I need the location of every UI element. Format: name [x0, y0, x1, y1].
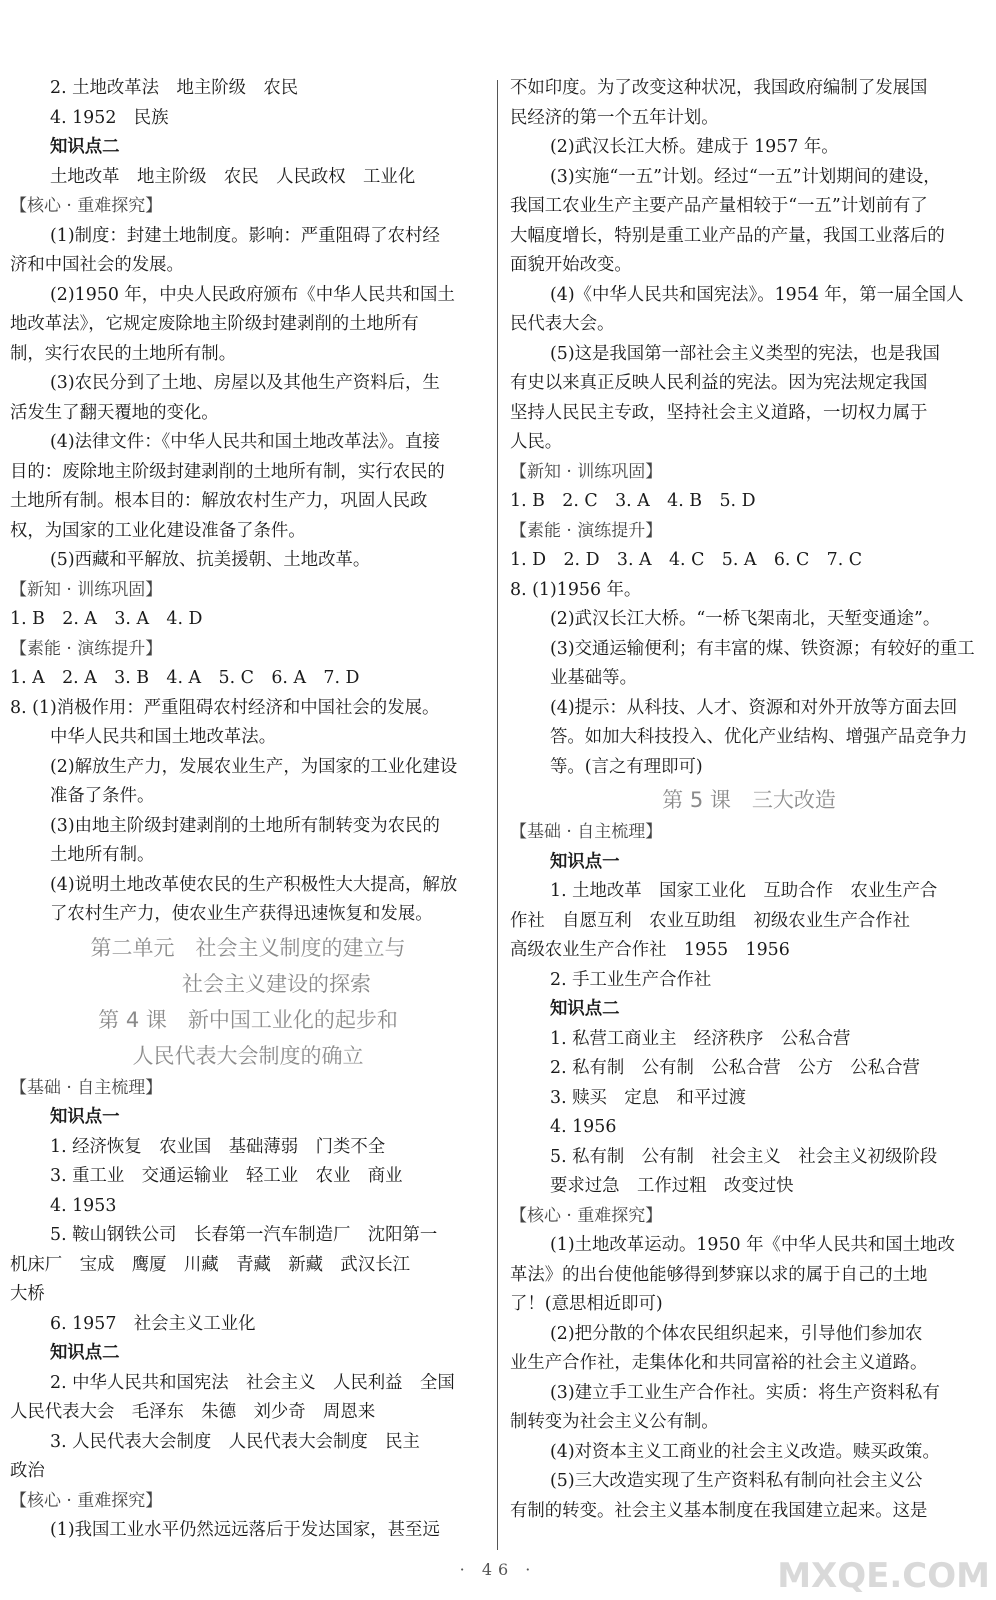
text-line: 民代表大会。 — [510, 314, 615, 334]
text-line: 1. B 2. A 3. A 4. D — [10, 609, 203, 629]
text-line: 活发生了翻天覆地的变化。 — [10, 402, 219, 423]
text-line: 1. B 2. C 3. A 4. B 5. D — [510, 491, 756, 511]
text-line: 民经济的第一个五年计划。 — [510, 107, 719, 128]
text-line: 人民。 — [510, 432, 563, 452]
text-line: 土地所有制。 — [50, 845, 155, 865]
text-line: (5)这是我国第一部社会主义类型的宪法，也是我国 — [550, 343, 940, 364]
text-line: 制，实行农民的土地所有制。 — [10, 343, 237, 364]
text-line: 制转变为社会主义公有制。 — [510, 1412, 719, 1432]
text-line: (2)解放生产力，发展农业生产，为国家的工业化建设 — [50, 756, 458, 777]
lesson-heading: 人民代表大会制度的确立 — [132, 1043, 364, 1068]
text-line: (2)武汉长江大桥。“一桥飞架南北，天堑变通途”。 — [550, 609, 941, 629]
section-label: 【核心 · 重难探究】 — [510, 1205, 663, 1226]
text-line: (3)由地主阶级封建剥削的土地所有制转变为农民的 — [50, 815, 440, 836]
text-line: 中华人民共和国土地改革法。 — [50, 727, 277, 747]
text-line: 大幅度增长，特别是重工业产品的产量，我国工业落后的 — [510, 225, 945, 246]
text-line: 济和中国社会的发展。 — [10, 255, 184, 275]
text-line: 目的：废除地主阶级封建剥削的土地所有制，实行农民的 — [10, 461, 445, 482]
text-line: 业生产合作社，走集体化和共同富裕的社会主义道路。 — [510, 1353, 928, 1373]
text-line: 高级农业生产合作社 1955 1956 — [510, 940, 790, 960]
text-line: (3)实施“一五”计划。经过“一五”计划期间的建设， — [550, 166, 941, 187]
text-line: 2. 土地改革法 地主阶级 农民 — [50, 78, 299, 98]
text-line: 坚持人民民主专政，坚持社会主义道路，一切权力属于 — [510, 402, 928, 423]
left-column — [10, 74, 486, 1546]
text-line: (4)提示：从科技、人才、资源和对外开放等方面去回 — [550, 697, 958, 718]
text-line: 3. 赎买 定息 和平过渡 — [550, 1087, 747, 1108]
lesson-heading: 社会主义建设的探索 — [182, 971, 371, 996]
text-line: (4)说明土地改革使农民的生产积极性大大提高，解放 — [50, 874, 458, 895]
text-line: 1. 私营工商业主 经济秩序 公私合营 — [550, 1028, 851, 1049]
text-line: 4. 1956 — [550, 1117, 617, 1137]
text-line: 5. 鞍山钢铁公司 长春第一汽车制造厂 沈阳第一 — [50, 1225, 438, 1245]
section-label: 【素能 · 演练提升】 — [10, 638, 163, 659]
text-line: (4)法律文件：《中华人民共和国土地改革法》。直接 — [50, 432, 440, 452]
section-label: 【核心 · 重难探究】 — [10, 196, 163, 216]
text-line: (3)农民分到了土地、房屋以及其他生产资料后，生 — [50, 373, 440, 393]
section-label: 【素能 · 演练提升】 — [510, 520, 663, 541]
text-line: 面貌开始改变。 — [510, 255, 632, 275]
text-line: 政治 — [10, 1461, 45, 1481]
text-line: 人民代表大会 毛泽东 朱德 刘少奇 周恩来 — [10, 1402, 376, 1422]
text-line: 3. 重工业 交通运输业 轻工业 农业 商业 — [50, 1166, 403, 1186]
text-line: 4. 1953 — [50, 1195, 117, 1216]
text-line: 土地所有制。根本目的：解放农村生产力，巩固人民政 — [10, 491, 428, 511]
text-line: 2. 私有制 公有制 公私合营 公方 公私合营 — [550, 1058, 920, 1078]
section-label: 【核心 · 重难探究】 — [10, 1490, 163, 1511]
text-line: (5)三大改造实现了生产资料私有制向社会主义公 — [550, 1471, 923, 1491]
text-line: 4. 1952 民族 — [50, 107, 169, 128]
text-line: 了农村生产力，使农业生产获得迅速恢复和发展。 — [50, 904, 433, 924]
section-label: 【基础 · 自主梳理】 — [510, 822, 663, 842]
text-line: 8. (1)1956 年。 — [510, 579, 642, 600]
text-line: (3)建立手工业生产合作社。实质：将生产资料私有 — [550, 1382, 940, 1403]
section-label: 【新知 · 训练巩固】 — [10, 579, 163, 600]
text-line: (5)西藏和平解放、抗美援朝、土地改革。 — [50, 550, 371, 570]
text-line: 答。如加大科技投入、优化产业结构、增强产品竞争力 — [550, 727, 968, 747]
text-line: 3. 人民代表大会制度 人民代表大会制度 民主 — [50, 1431, 420, 1452]
text-line: 2. 手工业生产合作社 — [550, 969, 712, 990]
text-line: 等。(言之有理即可) — [550, 756, 703, 777]
text-line: (4)对资本主义工商业的社会主义改造。赎买政策。 — [550, 1441, 940, 1462]
watermark-logo: MXQE.COM — [777, 1556, 990, 1596]
text-line: 知识点一 — [50, 1107, 120, 1127]
text-line: 6. 1957 社会主义工业化 — [50, 1313, 256, 1334]
text-line: 8. (1)消极作用：严重阻碍农村经济和中国社会的发展。 — [10, 697, 440, 718]
text-line: 1. A 2. A 3. B 4. A 5. C 6. A 7. D — [10, 668, 360, 688]
text-line: (1)土地改革运动。1950 年《中华人民共和国土地改 — [550, 1235, 955, 1255]
column-divider — [497, 80, 498, 1550]
text-line: 知识点一 — [550, 851, 620, 872]
text-line: (1)我国工业水平仍然远远落后于发达国家，甚至远 — [50, 1520, 440, 1540]
text-line: 了！(意思相近即可) — [510, 1294, 663, 1314]
text-line: 要求过急 工作过粗 改变过快 — [550, 1176, 794, 1196]
text-line: 作社 自愿互利 农业互助组 初级农业生产合作社 — [510, 910, 910, 931]
text-line: 地改革法》，它规定废除地主阶级封建剥削的土地所有 — [10, 314, 419, 334]
text-line: 知识点二 — [550, 999, 620, 1019]
text-line: 机床厂 宝成 鹰厦 川藏 青藏 新藏 武汉长江 — [10, 1254, 410, 1275]
text-line: 有史以来真正反映人民利益的宪法。因为宪法规定我国 — [510, 373, 928, 393]
text-line: 大桥 — [10, 1284, 45, 1304]
section-label: 【新知 · 训练巩固】 — [510, 461, 663, 482]
text-line: (2)武汉长江大桥。建成于 1957 年。 — [550, 137, 839, 157]
text-line: 不如印度。为了改变这种状况，我国政府编制了发展国 — [510, 78, 928, 98]
text-line: 革法》的出台使他能够得到梦寐以求的属于自己的土地 — [510, 1264, 928, 1285]
text-line: 2. 中华人民共和国宪法 社会主义 人民利益 全国 — [50, 1372, 455, 1393]
text-line: 权，为国家的工业化建设准备了条件。 — [10, 520, 306, 541]
right-column — [510, 74, 988, 1526]
lesson-heading: 第二单元 社会主义制度的建立与 — [90, 935, 406, 960]
text-line: 有制的转变。社会主义基本制度在我国建立起来。这是 — [510, 1500, 928, 1521]
text-line: (3)交通运输便利；有丰富的煤、铁资源；有较好的重工 — [550, 638, 975, 659]
text-line: 5. 私有制 公有制 社会主义 社会主义初级阶段 — [550, 1146, 938, 1167]
text-line: 我国工农业生产主要产品产量相较于“一五”计划前有了 — [510, 196, 928, 216]
page-number: · 46 · — [459, 1560, 537, 1579]
text-line: 1. D 2. D 3. A 4. C 5. A 6. C 7. C — [510, 550, 863, 570]
lesson-heading: 第 5 课 三大改造 — [662, 788, 836, 812]
lesson-heading: 第 4 课 新中国工业化的起步和 — [98, 1007, 398, 1032]
text-line: 知识点二 — [50, 137, 120, 157]
text-line: (2)把分散的个体农民组织起来，引导他们参加农 — [550, 1323, 923, 1344]
text-line: 土地改革 地主阶级 农民 人民政权 工业化 — [50, 166, 416, 187]
text-line: (1)制度：封建土地制度。影响：严重阻碍了农村经 — [50, 225, 440, 246]
text-line: (2)1950 年，中央人民政府颁布《中华人民共和国土 — [50, 284, 455, 305]
text-line: 知识点二 — [50, 1343, 120, 1363]
section-label: 【基础 · 自主梳理】 — [10, 1077, 163, 1098]
text-line: 1. 经济恢复 农业国 基础薄弱 门类不全 — [50, 1136, 386, 1157]
text-line: 1. 土地改革 国家工业化 互助合作 农业生产合 — [550, 881, 938, 901]
text-line: 业基础等。 — [550, 668, 637, 688]
text-line: (4)《中华人民共和国宪法》。1954 年，第一届全国人 — [550, 284, 964, 305]
text-line: 准备了条件。 — [50, 786, 155, 806]
